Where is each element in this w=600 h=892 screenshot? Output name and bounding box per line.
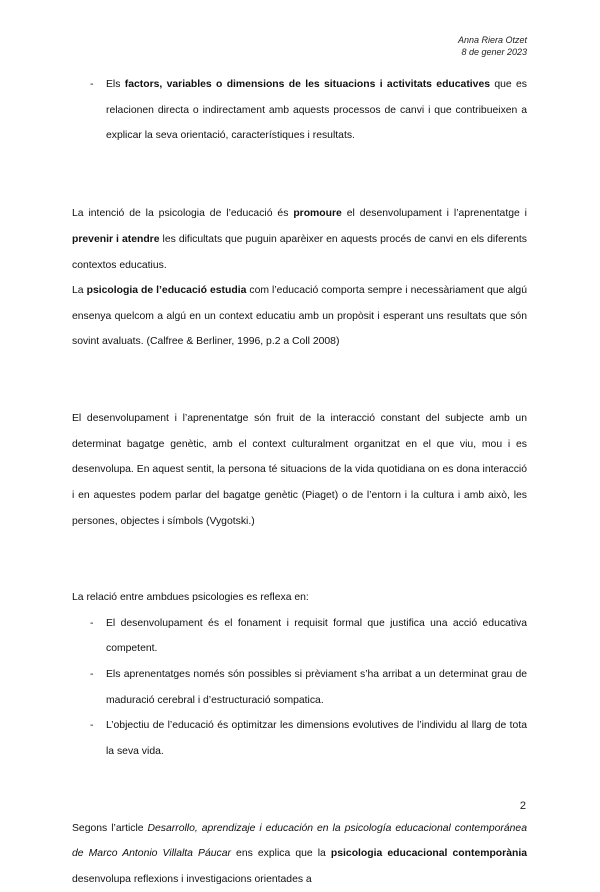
list-item: - L’objectiu de l’educació és optimitzar les dimensions evolutives de l’individu al llarg de tota la seva vida. <box>72 713 527 764</box>
paragraph-relation: La relació entre ambdues psicologies es reflexa en: <box>72 592 309 604</box>
bold-term: psicologia educacional contemporània <box>330 848 527 860</box>
bold-term: factors, variables o dimensions de les situacions i activitats educatives <box>124 79 491 90</box>
bullet-list-relation <box>72 611 527 765</box>
paragraph-study: La psicologia de l’educació estudia com l’educació comporta sempre i necessàriament que algú ensenya quelcom a algú en un context educatiu amb un propòsit i esperant uns resultats que són sovint avaluats. (Calfree & Berliner, 1996, p.2 a Coll 2008) <box>72 285 527 348</box>
page-header <box>458 34 527 58</box>
bold-term: psicologia de l’educació estudia <box>86 285 247 297</box>
header-author: Anna Riera Otzet <box>457 35 527 45</box>
list-item: - Els aprenentatges només són possibles si prèviament s’ha arribat a un determinat grau de maduració cerebral i d’estructuració sompatica. <box>72 662 527 713</box>
list-item: - El desenvolupament és el fonament i requisit formal que justifica una acció educativa competent. <box>72 611 527 662</box>
bold-term: prevenir i atendre <box>72 233 160 245</box>
document-body <box>72 72 527 892</box>
header-date: 8 de gener 2023 <box>461 47 527 57</box>
bold-term: promoure <box>293 208 342 220</box>
paragraph-development: El desenvolupament i l’aprenentatge són fruit de la interacció constant del subjecte amb un determinat bagatge genètic, amb el context culturalment organitzat en el que viu, mou i es desenvolupa. En aquest sentit, la persona té situacions de la vida quotidiana on es dona interacció i en aquestes podem parlar del bagatge genètic (Piaget) o de l’entorn i la cultura i amb això, les persones, objectes i símbols (Vygotski.) <box>72 413 527 527</box>
list-item: - Els factors, variables o dimensions de les situacions i activitats educatives que es relacionen directa o indirectament amb aquests processos de canvi i que contribueixen a explicar la seva orientació, característiques i resultats. <box>72 72 527 149</box>
paragraph-article: Segons l’article Desarrollo, aprendizaje i educación en la psicología educacional contemporánea de Marco Antonio Villalta Páucar ens explica que la psicologia educacional contemporània desenvolupa reflexions i investigacions orientades a <box>72 822 527 885</box>
article-title: Desarrollo, aprendizaje i educación en la psicología educacional contemporánea de Marco Antonio Villalta Páucar <box>72 822 527 860</box>
paragraph-intention: La intenció de la psicologia de l’educació és promoure el desenvolupament i l’aprenentatge i prevenir i atendre les dificultats que puguin aparèixer en aquests procés de canvi en els diferents contextos educatius. <box>72 208 527 271</box>
bullet-list-top <box>72 72 527 149</box>
page-number: 2 <box>519 800 526 812</box>
